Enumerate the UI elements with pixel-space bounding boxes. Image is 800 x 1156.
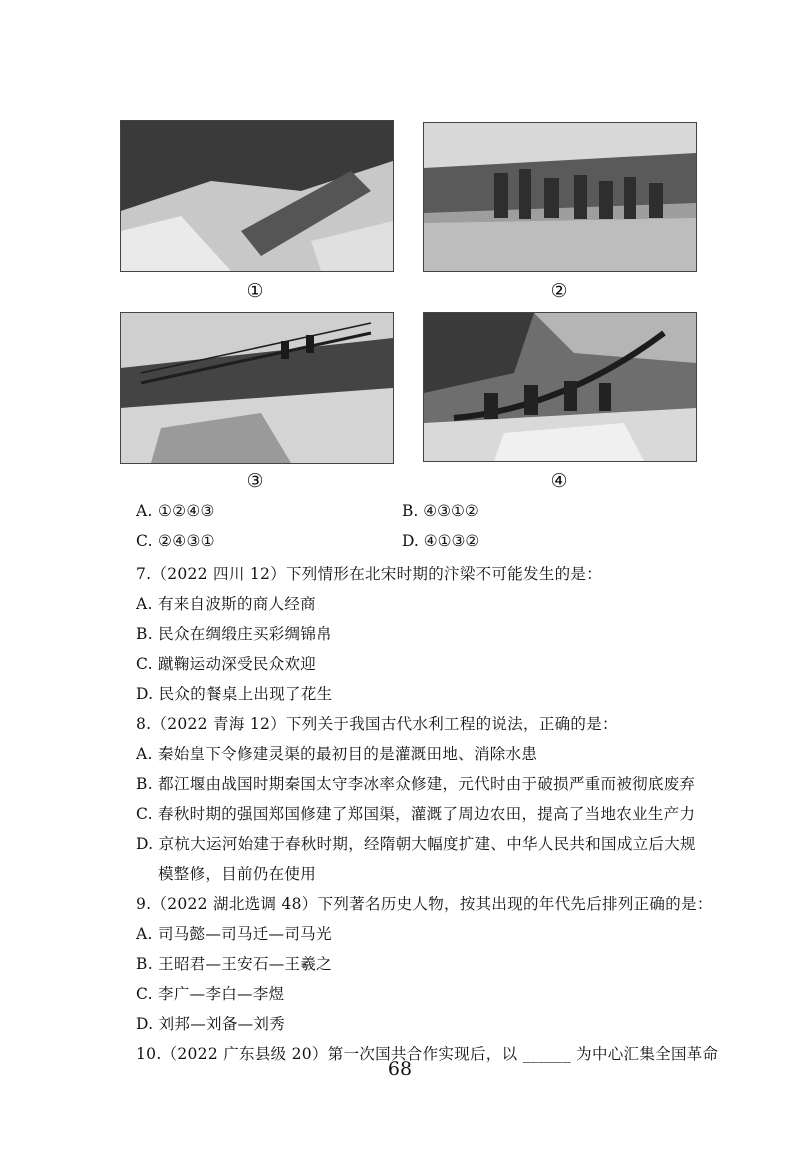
q7-option-c: C. 蹴鞠运动深受民众欢迎	[136, 655, 317, 673]
photo-1-canyon	[120, 120, 394, 272]
q8-option-c: C. 春秋时期的强国郑国修建了郑国渠，灌溉了周边农田，提高了当地农业生产力	[136, 805, 696, 823]
q10-stem-before: 10.（2022 广东县级 20）第一次国共合作实现后，以	[136, 1045, 518, 1063]
q8-option-d: D. 京杭大运河始建于春秋时期，经隋朝大幅度扩建、中华人民共和国成立后大规	[136, 835, 696, 853]
photo-2-group	[423, 122, 697, 272]
figure-caption-4: ④	[550, 470, 568, 492]
figure-caption-1: ①	[246, 280, 264, 302]
q9-option-b: B. 王昭君—王安石—王羲之	[136, 955, 332, 973]
q7-option-d: D. 民众的餐桌上出现了花生	[136, 685, 333, 703]
q9-stem: 9.（2022 湖北选调 48）下列著名历史人物，按其出现的年代先后排列正确的是：	[136, 895, 713, 913]
q7-option-a: A. 有来自波斯的商人经商	[136, 595, 316, 613]
q10-stem	[136, 1042, 718, 1064]
q9-option-d: D. 刘邦—刘备—刘秀	[136, 1015, 286, 1033]
q10-blank: ______	[522, 1045, 571, 1063]
figure-caption-3: ③	[246, 470, 264, 492]
q6-option-d: D. ④①③②	[402, 532, 480, 550]
q6-option-b: B. ④③①②	[402, 502, 479, 520]
q9-option-a: A. 司马懿—司马迁—司马光	[136, 925, 332, 943]
q8-option-d-continued: 模整修，目前仍在使用	[158, 865, 317, 883]
figure-caption-2: ②	[550, 280, 568, 302]
q10-stem-after: 为中心汇集全国革命	[576, 1045, 719, 1063]
photo-3-bridge	[120, 312, 394, 464]
q6-option-a: A. ①②④③	[136, 502, 215, 520]
q7-stem: 7.（2022 四川 12）下列情形在北宋时期的汴梁不可能发生的是：	[136, 565, 603, 583]
q7-option-b: B. 民众在绸缎庄买彩绸锦帛	[136, 625, 332, 643]
q8-option-b: B. 都江堰由战国时期秦国太守李冰率众修建，元代时由于破损严重而被彻底废弃	[136, 775, 696, 793]
q8-stem: 8.（2022 青海 12）下列关于我国古代水利工程的说法，正确的是：	[136, 715, 618, 733]
q6-option-c: C. ②④③①	[136, 532, 215, 550]
page-number: 68	[387, 1058, 413, 1080]
q8-option-a: A. 秦始皇下令修建灵渠的最初目的是灌溉田地、消除水患	[136, 745, 538, 763]
photo-4-boat	[423, 312, 697, 462]
q9-option-c: C. 李广—李白—李煜	[136, 985, 285, 1003]
